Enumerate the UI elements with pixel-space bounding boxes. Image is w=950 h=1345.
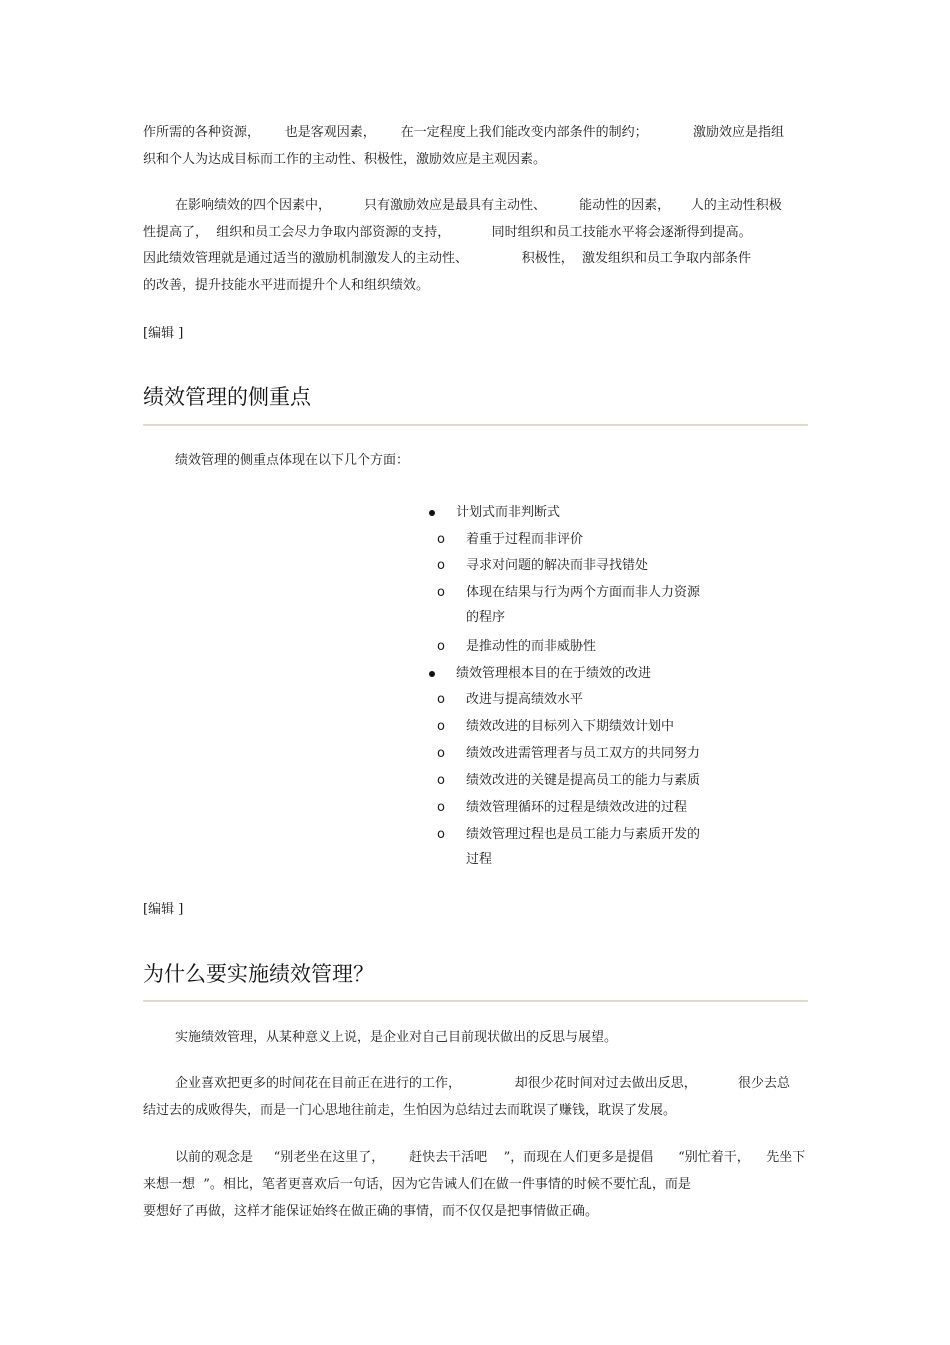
list-subitem: 绩效改进的目标列入下期绩效计划中 xyxy=(466,719,675,734)
circle-bullet-icon: o xyxy=(437,800,445,815)
list-item: 绩效管理根本目的在于绩效的改进 xyxy=(456,666,652,681)
list-subitem: 改进与提高绩效水平 xyxy=(466,692,584,707)
circle-bullet-icon: o xyxy=(437,827,445,842)
list-subitem: 绩效改进需管理者与员工双方的共同努力 xyxy=(466,746,701,761)
bullet-icon xyxy=(429,510,435,516)
section-heading: 为什么要实施绩效管理？ xyxy=(143,962,374,986)
text-line: 织和个人为达成目标而工作的主动性、积极性，激励效应是主观因素。 xyxy=(143,152,547,167)
circle-bullet-icon: o xyxy=(437,719,445,734)
section-divider xyxy=(143,424,808,426)
list-subitem: 绩效改进的关键是提高员工的能力与素质 xyxy=(466,773,701,788)
section-lead: 绩效管理的侧重点体现在以下几个方面： xyxy=(175,453,410,468)
text-line: 结过去的成败得失，而是一门心思地往前走，生怕因为总结过去而耽误了赚钱，耽误了发展。 xyxy=(143,1103,677,1118)
list-subitem: 着重于过程而非评价 xyxy=(466,532,584,547)
circle-bullet-icon: o xyxy=(437,558,445,573)
list-subitem: 是推动性的而非威胁性 xyxy=(466,639,597,654)
section-divider xyxy=(143,1000,808,1002)
circle-bullet-icon: o xyxy=(437,692,445,707)
text-line: 以前的观念是 “别老坐在这里了， 赶快去干活吧 ”，而现在人们更多是提倡 “别忙着干， 先坐下 xyxy=(175,1150,806,1165)
bullet-icon xyxy=(429,671,435,677)
section-heading: 绩效管理的侧重点 xyxy=(143,385,311,409)
circle-bullet-icon: o xyxy=(437,532,445,547)
text-line: 在影响绩效的四个因素中， 只有激励效应是最具有主动性、 能动性的因素， 人的主动性积极 xyxy=(175,198,782,213)
edit-link[interactable]: [编辑 ] xyxy=(143,902,184,917)
circle-bullet-icon: o xyxy=(437,639,445,654)
text-line: 性提高了， 组织和员工会尽力争取内部资源的支持， 同时组织和员工技能水平将会逐渐得到提高。 xyxy=(143,225,752,240)
list-subitem-continuation: 过程 xyxy=(466,852,493,867)
list-subitem: 体现在结果与行为两个方面而非人力资源 xyxy=(466,585,701,600)
list-subitem-continuation: 的程序 xyxy=(466,610,506,625)
text-line: 因此绩效管理就是通过适当的激励机制激发人的主动性、 积极性， 激发组织和员工争取内部条件 xyxy=(143,251,751,266)
text-line: 来想一想 ”。相比，笔者更喜欢后一句话，因为它告诫人们在做一件事情的时候不要忙乱，而是 xyxy=(143,1177,691,1192)
list-subitem: 寻求对问题的解决而非寻找错处 xyxy=(466,558,649,573)
text-line: 的改善，提升技能水平进而提升个人和组织绩效。 xyxy=(143,278,430,293)
list-item: 计划式而非判断式 xyxy=(456,505,561,520)
list-subitem: 绩效管理过程也是员工能力与素质开发的 xyxy=(466,827,701,842)
list-subitem: 绩效管理循环的过程是绩效改进的过程 xyxy=(466,800,688,815)
text-line: 实施绩效管理，从某种意义上说，是企业对自己目前现状做出的反思与展望。 xyxy=(175,1030,618,1045)
text-line: 要想好了再做，这样才能保证始终在做正确的事情，而不仅仅是把事情做正确。 xyxy=(143,1204,599,1219)
circle-bullet-icon: o xyxy=(437,585,445,600)
edit-link[interactable]: [编辑 ] xyxy=(143,326,184,341)
circle-bullet-icon: o xyxy=(437,746,445,761)
text-line: 企业喜欢把更多的时间花在目前正在进行的工作， 却很少花时间对过去做出反思， 很少去总 xyxy=(175,1076,791,1091)
circle-bullet-icon: o xyxy=(437,773,445,788)
text-line: 作所需的各种资源， 也是客观因素， 在一定程度上我们能改变内部条件的制约； 激励效应是指组 xyxy=(143,125,785,140)
